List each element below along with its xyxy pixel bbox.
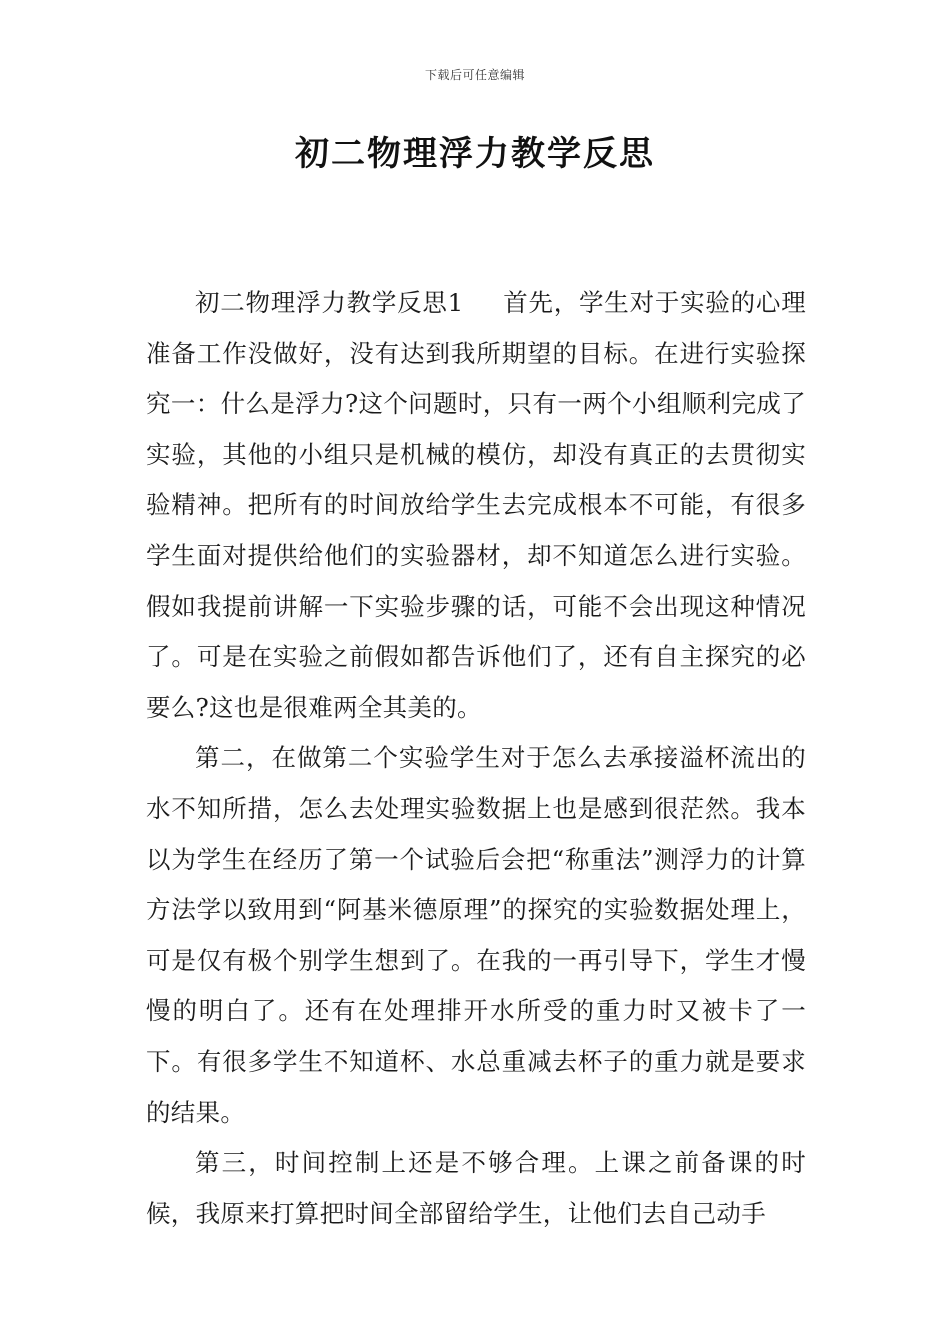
paragraph-1 <box>146 278 806 733</box>
paragraph-text: 第二，在做第二个实验学生对于怎么去承接溢杯流出的水不知所措，怎么去处理实验数据上也是感到很茫然。我本以为学生在经历了第一个试验后会把“称重法”测浮力的计算方法学以致用到“阿基米德原理”的探究的实验数据处理上，可是仅有极个别学生想到了。在我的一再引导下，学生才慢慢的明白了。还有在处理排开水所受的重力时又被卡了一下。有很多学生不知道杯、水总重减去杯子的重力就是要求的结果。 <box>146 743 806 1127</box>
paragraph-text: 首先，学生对于实验的心理准备工作没做好，没有达到我所期望的目标。在进行实验探究一：什么是浮力?这个问题时，只有一两个小组顺利完成了实验，其他的小组只是机械的模仿，却没有真正的去贯彻实验精神。把所有的时间放给学生去完成根本不可能，有很多学生面对提供给他们的实验器材，却不知道怎么进行实验。假如我提前讲解一下实验步骤的话，可能不会出现这种情况了。可是在实验之前假如都告诉他们了，还有自主探究的必要么?这也是很难两全其美的。 <box>146 288 806 722</box>
paragraph-heading: 初二物理浮力教学反思1 <box>195 288 464 317</box>
paragraph-2 <box>146 733 806 1138</box>
header-note: 下载后可任意编辑 <box>424 68 525 82</box>
paragraph-3 <box>146 1138 806 1239</box>
document-body <box>146 278 806 1239</box>
paragraph-text: 第三，时间控制上还是不够合理。上课之前备课的时候，我原来打算把时间全部留给学生，让他们去自己动手 <box>146 1148 806 1228</box>
document-title: 初二物理浮力教学反思 <box>295 134 655 174</box>
